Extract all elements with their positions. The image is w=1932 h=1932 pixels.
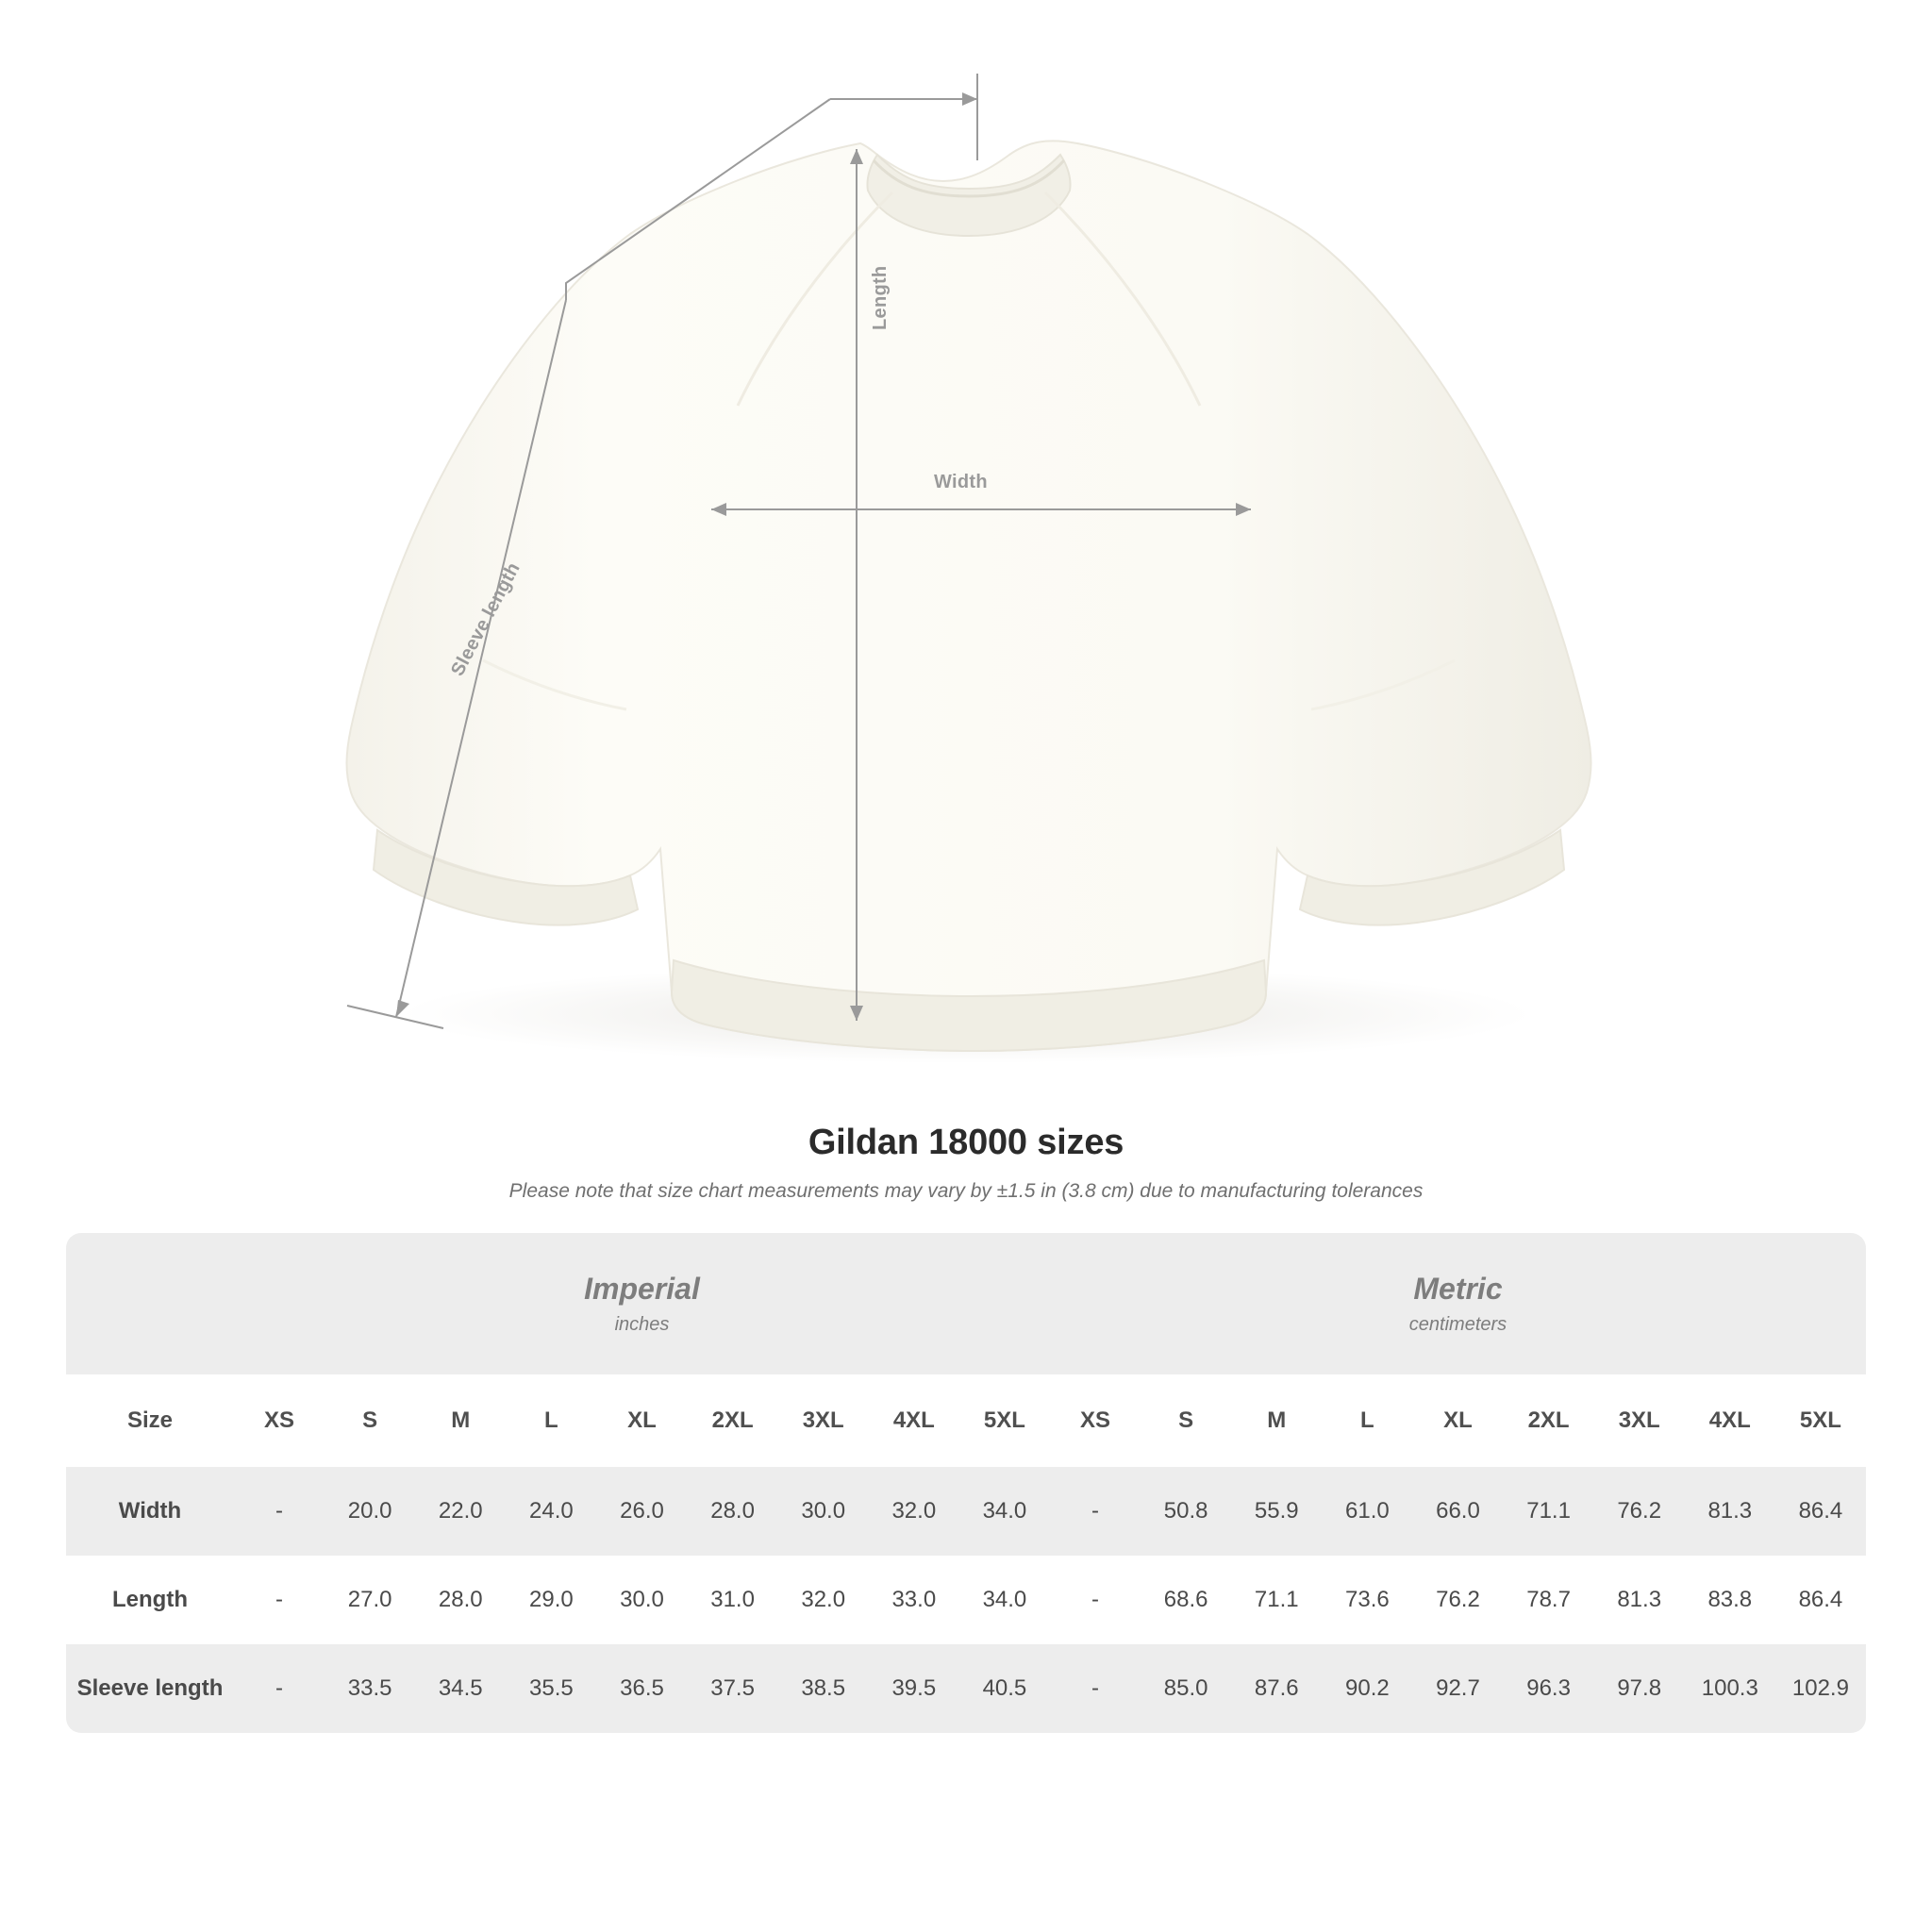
cell-sleeve-length: 100.3 bbox=[1685, 1644, 1775, 1733]
size-header-cell: XS bbox=[1050, 1374, 1141, 1467]
unit-header-row bbox=[66, 1233, 1866, 1374]
size-header-cell: 4XL bbox=[1685, 1374, 1775, 1467]
cell-length: 83.8 bbox=[1685, 1556, 1775, 1644]
title-block bbox=[0, 1123, 1932, 1203]
cell-length: 29.0 bbox=[506, 1556, 596, 1644]
cell-width: 28.0 bbox=[688, 1467, 778, 1556]
cell-length: 34.0 bbox=[959, 1556, 1050, 1644]
measurement-tolerance-note: Please note that size chart measurements may vary by ±1.5 in (3.8 cm) due to manufacturing tolerances bbox=[508, 1180, 1424, 1202]
cell-sleeve-length: 34.5 bbox=[415, 1644, 506, 1733]
cell-width: 86.4 bbox=[1775, 1467, 1866, 1556]
size-header-cell: M bbox=[1231, 1374, 1322, 1467]
cell-width: - bbox=[234, 1467, 325, 1556]
cell-width: 24.0 bbox=[506, 1467, 596, 1556]
size-header-cell: 5XL bbox=[1775, 1374, 1866, 1467]
cell-width: 55.9 bbox=[1231, 1467, 1322, 1556]
cell-width: 66.0 bbox=[1412, 1467, 1503, 1556]
unit-header-imperial bbox=[234, 1233, 1050, 1374]
cell-width: 81.3 bbox=[1685, 1467, 1775, 1556]
cell-sleeve-length: 90.2 bbox=[1322, 1644, 1412, 1733]
size-header-cell: S bbox=[325, 1374, 415, 1467]
cell-length: 76.2 bbox=[1412, 1556, 1503, 1644]
cell-width: 26.0 bbox=[596, 1467, 687, 1556]
cell-width: 22.0 bbox=[415, 1467, 506, 1556]
cell-length: 81.3 bbox=[1594, 1556, 1685, 1644]
sweatshirt-shape bbox=[347, 141, 1591, 1051]
unit-sub-metric: centimeters bbox=[1408, 1314, 1507, 1335]
size-header-cell: 3XL bbox=[778, 1374, 869, 1467]
cell-length: 31.0 bbox=[688, 1556, 778, 1644]
row-label-sleeve-length: Sleeve length bbox=[66, 1644, 234, 1733]
cell-length: 27.0 bbox=[325, 1556, 415, 1644]
cell-sleeve-length: 102.9 bbox=[1775, 1644, 1866, 1733]
size-chart-table bbox=[66, 1233, 1866, 1733]
cell-length: 68.6 bbox=[1141, 1556, 1231, 1644]
cell-length: - bbox=[1050, 1556, 1141, 1644]
cell-sleeve-length: - bbox=[1050, 1644, 1141, 1733]
cell-sleeve-length: 33.5 bbox=[325, 1644, 415, 1733]
cell-sleeve-length: 85.0 bbox=[1141, 1644, 1231, 1733]
cell-width: 76.2 bbox=[1594, 1467, 1685, 1556]
unit-header-corner bbox=[66, 1233, 234, 1374]
cell-width: 61.0 bbox=[1322, 1467, 1412, 1556]
size-header-cell: 5XL bbox=[959, 1374, 1050, 1467]
size-header-cell: 3XL bbox=[1594, 1374, 1685, 1467]
cell-sleeve-length: 97.8 bbox=[1594, 1644, 1685, 1733]
cell-width: 30.0 bbox=[778, 1467, 869, 1556]
row-label-width: Width bbox=[66, 1467, 234, 1556]
cell-sleeve-length: 35.5 bbox=[506, 1644, 596, 1733]
size-header-cell: XL bbox=[596, 1374, 687, 1467]
cell-width: 50.8 bbox=[1141, 1467, 1231, 1556]
cell-length: 86.4 bbox=[1775, 1556, 1866, 1644]
cell-sleeve-length: 96.3 bbox=[1504, 1644, 1594, 1733]
cell-length: 28.0 bbox=[415, 1556, 506, 1644]
size-header-cell: L bbox=[1322, 1374, 1412, 1467]
cell-sleeve-length: 39.5 bbox=[869, 1644, 959, 1733]
cell-length: 78.7 bbox=[1504, 1556, 1594, 1644]
cell-sleeve-length: 38.5 bbox=[778, 1644, 869, 1733]
size-header-cell: XL bbox=[1412, 1374, 1503, 1467]
cell-length: 30.0 bbox=[596, 1556, 687, 1644]
cell-sleeve-length: 37.5 bbox=[688, 1644, 778, 1733]
table-row bbox=[66, 1644, 1866, 1733]
cell-width: - bbox=[1050, 1467, 1141, 1556]
size-header-cell: M bbox=[415, 1374, 506, 1467]
cell-width: 34.0 bbox=[959, 1467, 1050, 1556]
size-header-cell: 2XL bbox=[1504, 1374, 1594, 1467]
size-header-cell: 2XL bbox=[688, 1374, 778, 1467]
cell-width: 32.0 bbox=[869, 1467, 959, 1556]
unit-title-imperial: Imperial bbox=[584, 1272, 700, 1306]
unit-header-metric bbox=[1050, 1233, 1866, 1374]
row-label-length: Length bbox=[66, 1556, 234, 1644]
cell-width: 71.1 bbox=[1504, 1467, 1594, 1556]
cell-length: 33.0 bbox=[869, 1556, 959, 1644]
cell-sleeve-length: 36.5 bbox=[596, 1644, 687, 1733]
size-header-cell: XS bbox=[234, 1374, 325, 1467]
column-header-row bbox=[66, 1374, 1866, 1467]
page-title: Gildan 18000 sizes bbox=[808, 1123, 1124, 1162]
size-header-cell: L bbox=[506, 1374, 596, 1467]
cell-length: 73.6 bbox=[1322, 1556, 1412, 1644]
cell-sleeve-length: 40.5 bbox=[959, 1644, 1050, 1733]
cell-width: 20.0 bbox=[325, 1467, 415, 1556]
table-row bbox=[66, 1467, 1866, 1556]
unit-sub-imperial: inches bbox=[614, 1314, 670, 1335]
cell-length: - bbox=[234, 1556, 325, 1644]
size-header-cell: S bbox=[1141, 1374, 1231, 1467]
cell-sleeve-length: 87.6 bbox=[1231, 1644, 1322, 1733]
length-dimension-label: Length bbox=[870, 265, 891, 330]
width-dimension-label: Width bbox=[934, 472, 988, 492]
sleeve-length-dimension-label: Sleeve length bbox=[447, 558, 525, 680]
size-header-cell: 4XL bbox=[869, 1374, 959, 1467]
cell-length: 32.0 bbox=[778, 1556, 869, 1644]
size-chart-table-wrap bbox=[66, 1233, 1866, 1733]
table-row bbox=[66, 1556, 1866, 1644]
cell-length: 71.1 bbox=[1231, 1556, 1322, 1644]
cell-sleeve-length: - bbox=[234, 1644, 325, 1733]
unit-title-metric: Metric bbox=[1413, 1272, 1503, 1306]
cell-sleeve-length: 92.7 bbox=[1412, 1644, 1503, 1733]
size-column-header: Size bbox=[66, 1374, 234, 1467]
